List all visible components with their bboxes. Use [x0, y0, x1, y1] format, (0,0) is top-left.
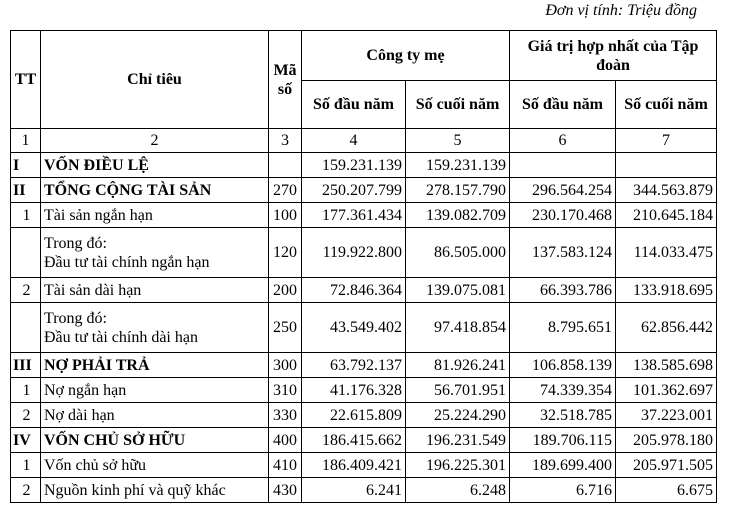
table-row [11, 228, 717, 278]
row-tt: 1 [11, 203, 41, 228]
col-number: 3 [269, 129, 302, 153]
row-value-5: 196.231.549 [406, 428, 510, 453]
table-row [11, 278, 717, 303]
row-value-6: 296.564.254 [510, 178, 616, 203]
table-row [11, 378, 717, 403]
row-value-7: 205.978.180 [616, 428, 717, 453]
table-row [11, 153, 717, 178]
row-tt: 2 [11, 478, 41, 503]
row-label-line: Đầu tư tài chính ngắn hạn [44, 253, 210, 271]
row-code: 430 [269, 478, 302, 503]
col-number: 7 [616, 129, 717, 153]
row-value-4: 6.241 [302, 478, 406, 503]
unit-label: Đơn vị tính: Triệu đồng [545, 2, 697, 19]
row-value-4: 186.415.662 [302, 428, 406, 453]
col-number: 2 [41, 129, 269, 153]
row-label: Tài sản ngắn hạn [41, 203, 269, 228]
row-code: 100 [269, 203, 302, 228]
financial-table [10, 30, 717, 503]
row-code: 400 [269, 428, 302, 453]
col-number: 4 [302, 129, 406, 153]
header-chi-tieu: Chỉ tiêu [41, 31, 269, 129]
header-so-dau-nam-hop-nhat: Số đầu năm [510, 81, 616, 129]
row-label [41, 228, 269, 278]
row-code: 410 [269, 453, 302, 478]
row-label-line: Trong đó: [44, 234, 107, 252]
row-value-7 [616, 153, 717, 178]
row-label: Vốn chủ sở hữu [41, 453, 269, 478]
row-value-7: 101.362.697 [616, 378, 717, 403]
row-value-5: 56.701.951 [406, 378, 510, 403]
row-value-6: 230.170.468 [510, 203, 616, 228]
row-value-7: 62.856.442 [616, 303, 717, 353]
row-value-5: 86.505.000 [406, 228, 510, 278]
table-row [11, 178, 717, 203]
row-code [269, 153, 302, 178]
row-label: Tài sản dài hạn [41, 278, 269, 303]
row-tt: II [11, 178, 41, 203]
row-label: TỔNG CỘNG TÀI SẢN [41, 178, 269, 203]
row-value-5: 196.225.301 [406, 453, 510, 478]
row-value-5: 25.224.290 [406, 403, 510, 428]
row-code: 330 [269, 403, 302, 428]
row-value-5: 97.418.854 [406, 303, 510, 353]
row-value-7: 138.585.698 [616, 353, 717, 378]
row-value-7: 6.675 [616, 478, 717, 503]
row-value-4: 41.176.328 [302, 378, 406, 403]
row-label-line: Đầu tư tài chính dài hạn [44, 328, 198, 346]
row-label-line: Trong đó: [44, 309, 107, 327]
row-value-6: 8.795.651 [510, 303, 616, 353]
column-number-row [11, 129, 717, 153]
header-cong-ty-me: Công ty mẹ [302, 31, 510, 81]
table-body [11, 153, 717, 503]
header-tt: TT [11, 31, 41, 129]
row-value-6: 137.583.124 [510, 228, 616, 278]
row-value-4: 22.615.809 [302, 403, 406, 428]
row-tt: 1 [11, 453, 41, 478]
row-label: Nợ dài hạn [41, 403, 269, 428]
table-row [11, 453, 717, 478]
row-value-5: 139.075.081 [406, 278, 510, 303]
row-label: Nguồn kinh phí và quỹ khác [41, 478, 269, 503]
row-label: VỐN ĐIỀU LỆ [41, 153, 269, 178]
row-value-7: 37.223.001 [616, 403, 717, 428]
row-value-6: 189.699.400 [510, 453, 616, 478]
row-code: 270 [269, 178, 302, 203]
row-code: 200 [269, 278, 302, 303]
header-ma-so: Mã số [269, 31, 302, 129]
table-row [11, 303, 717, 353]
table-row [11, 478, 717, 503]
row-value-6 [510, 153, 616, 178]
table-row [11, 428, 717, 453]
row-value-4: 186.409.421 [302, 453, 406, 478]
col-number: 5 [406, 129, 510, 153]
row-value-4: 72.846.364 [302, 278, 406, 303]
row-value-6: 6.716 [510, 478, 616, 503]
row-code: 310 [269, 378, 302, 403]
row-value-4: 250.207.799 [302, 178, 406, 203]
row-code: 250 [269, 303, 302, 353]
header-so-dau-nam: Số đầu năm [302, 81, 406, 129]
row-value-6: 32.518.785 [510, 403, 616, 428]
row-label: NỢ PHẢI TRẢ [41, 353, 269, 378]
header-so-cuoi-nam-hop-nhat: Số cuối năm [616, 81, 717, 129]
row-tt: III [11, 353, 41, 378]
row-code: 300 [269, 353, 302, 378]
row-value-4: 43.549.402 [302, 303, 406, 353]
row-value-7: 210.645.184 [616, 203, 717, 228]
table-row [11, 403, 717, 428]
row-value-5: 278.157.790 [406, 178, 510, 203]
row-value-6: 66.393.786 [510, 278, 616, 303]
row-tt: 1 [11, 378, 41, 403]
row-tt: I [11, 153, 41, 178]
row-value-7: 114.033.475 [616, 228, 717, 278]
row-tt [11, 228, 41, 278]
row-value-7: 133.918.695 [616, 278, 717, 303]
row-value-5: 81.926.241 [406, 353, 510, 378]
row-value-7: 344.563.879 [616, 178, 717, 203]
row-label: Nợ ngắn hạn [41, 378, 269, 403]
row-label: VỐN CHỦ SỞ HỮU [41, 428, 269, 453]
header-hop-nhat: Giá trị hợp nhất của Tập đoàn [510, 31, 717, 81]
header-so-cuoi-nam: Số cuối năm [406, 81, 510, 129]
row-value-6: 189.706.115 [510, 428, 616, 453]
row-value-5: 6.248 [406, 478, 510, 503]
row-tt: IV [11, 428, 41, 453]
table-row [11, 353, 717, 378]
row-value-4: 177.361.434 [302, 203, 406, 228]
row-value-6: 106.858.139 [510, 353, 616, 378]
row-value-4: 63.792.137 [302, 353, 406, 378]
col-number: 6 [510, 129, 616, 153]
row-value-6: 74.339.354 [510, 378, 616, 403]
row-tt: 2 [11, 278, 41, 303]
row-value-4: 159.231.139 [302, 153, 406, 178]
table-row [11, 203, 717, 228]
row-label [41, 303, 269, 353]
row-tt [11, 303, 41, 353]
row-value-5: 159.231.139 [406, 153, 510, 178]
row-value-4: 119.922.800 [302, 228, 406, 278]
row-tt: 2 [11, 403, 41, 428]
row-code: 120 [269, 228, 302, 278]
table-header [11, 31, 717, 153]
row-value-7: 205.971.505 [616, 453, 717, 478]
col-number: 1 [11, 129, 41, 153]
row-value-5: 139.082.709 [406, 203, 510, 228]
